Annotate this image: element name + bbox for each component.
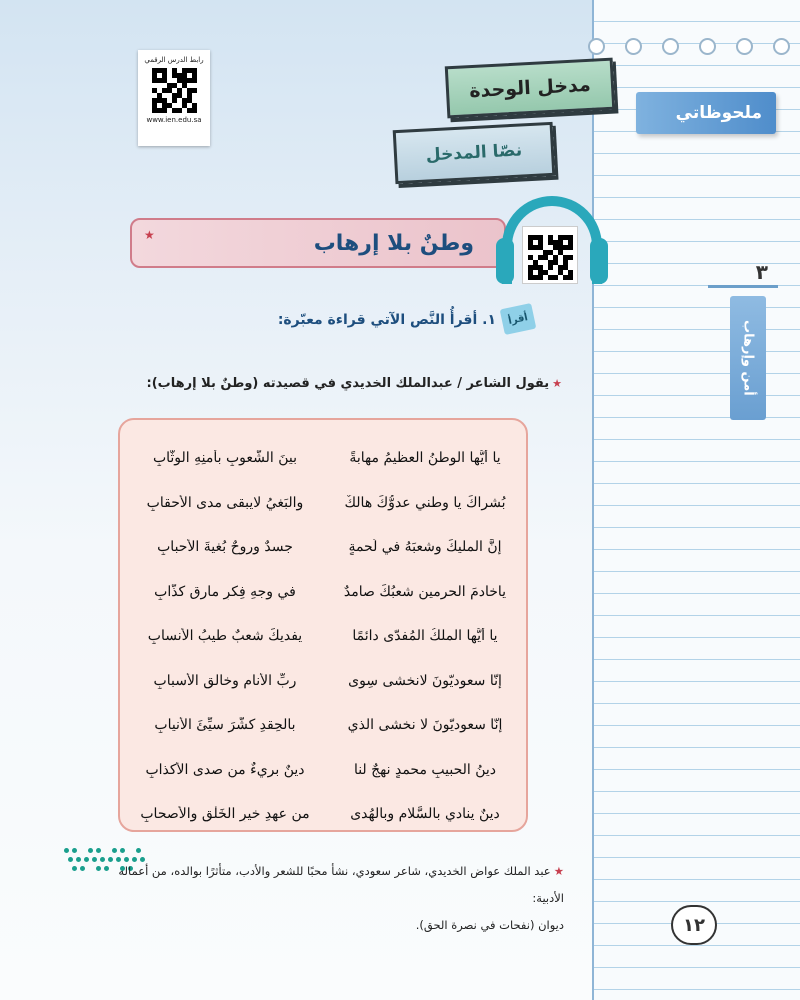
- qr-code-icon[interactable]: [152, 68, 197, 113]
- poem-verse: [132, 750, 518, 790]
- verse-first-hemistich: بُشراكَ يا وطني عدوُّكَ هالكٌ: [344, 494, 506, 511]
- notes-tab: ملحوظاتي: [636, 92, 776, 134]
- audio-qr-code[interactable]: [522, 226, 578, 284]
- verse-second-hemistich: بالحِقدِ كشَّرَ سيِّئَ الأنيابِ: [154, 717, 296, 733]
- verse-second-hemistich: جسدٌ وروحٌ بُغيةَ الأحبابِ: [157, 539, 293, 555]
- verse-first-hemistich: إنَّ المليكَ وشعبَهُ في لُحمةٍ: [348, 539, 502, 555]
- verse-first-hemistich: ياخادمَ الحرمينِ شعبُكَ صامدٌ: [343, 583, 507, 600]
- poem-verse: [132, 616, 518, 656]
- audio-headphones[interactable]: [496, 196, 608, 296]
- star-icon: ★: [553, 864, 564, 878]
- qr-code-icon[interactable]: [528, 235, 573, 280]
- poem-intro-text: يقول الشاعر / عبدالملك الخديدي في قصيدته (وطنٌ بلا إرهاب):: [146, 376, 550, 391]
- verse-second-hemistich: والبَغيُ لايبقى مدى الأحقابِ: [146, 494, 304, 511]
- binder-holes: [588, 38, 790, 55]
- read-book-icon: أقرأ: [500, 303, 537, 335]
- verse-second-hemistich: ربِّ الأنامِ وخالقِ الأسبابِ: [153, 672, 297, 689]
- headphone-cup-icon: [590, 238, 608, 284]
- poem-verse: [132, 661, 518, 701]
- headphone-cup-icon: [496, 238, 514, 284]
- verse-second-hemistich: من عهدِ خيرِ الخَلْقِ والأصحابِ: [140, 806, 310, 822]
- footnote-line-1: عبد الملك عواض الخديدي، شاعر سعودي، نشأ محبًا للشعر والأدب، متأثرًا بوالده، من أعماله الأدبية:: [118, 864, 564, 905]
- star-icon: ★: [552, 377, 562, 390]
- verse-first-hemistich: إنّا سعوديّونَ لا نخشى الذي: [347, 717, 503, 733]
- poem-intro: [130, 376, 562, 391]
- verse-first-hemistich: دينٌ ينادي بالسَّلامِ وبالهُدى: [350, 806, 500, 822]
- verse-second-hemistich: في وجهِ فِكرٍ مارقٍ كذّابِ: [154, 583, 296, 600]
- binder-hole-icon: [699, 38, 716, 55]
- qr-url[interactable]: www.ien.edu.sa: [146, 116, 202, 124]
- footnote-line-2: ديوان (نفحات في نصرة الحق).: [415, 918, 564, 932]
- entry-text-tab: نصّا المدخل: [393, 122, 556, 184]
- unit-side-label: أمن وإرهاب: [740, 320, 756, 396]
- unit-entry-tab: مدخل الوحدة: [445, 58, 615, 119]
- reading-instruction: ١. أقرأُ النَّص الآتي قراءة معبّرة:: [277, 312, 496, 328]
- verse-first-hemistich: يا أيُّها الملكُ المُفدّى دائمًا: [352, 628, 498, 644]
- poem-box: [118, 418, 528, 832]
- page-number: ١٢: [671, 905, 717, 945]
- binder-hole-icon: [588, 38, 605, 55]
- poet-footnote: [114, 858, 564, 939]
- unit-side-strip: [730, 296, 766, 420]
- poem-verse: [132, 705, 518, 745]
- poem-verse: [132, 794, 518, 834]
- verse-first-hemistich: يا أيُّها الوطنُ العظيمُ مهابةً: [349, 450, 501, 466]
- poem-title: وطنٌ بلا إرهاب: [130, 218, 506, 268]
- chapter-number: ٣: [708, 258, 778, 288]
- verse-first-hemistich: دينُ الحبيبِ محمدٍ نهجٌ لنا: [353, 761, 497, 778]
- verse-second-hemistich: بينَ الشُّعوبِ بأمنِهِ الوثّابِ: [152, 450, 298, 466]
- poem-verse: [132, 438, 518, 478]
- verse-second-hemistich: دينٌ بريءٌ من صدى الأكذابِ: [145, 761, 305, 778]
- binder-hole-icon: [736, 38, 753, 55]
- digital-lesson-qr-card[interactable]: [138, 50, 210, 146]
- poem-verse: [132, 527, 518, 567]
- qr-caption: رابط الدرس الرقمي: [144, 56, 204, 64]
- verse-second-hemistich: يفديكَ شعبٌ طيبُ الأنسابِ: [147, 628, 303, 644]
- verse-first-hemistich: إنّا سعوديّونَ لانخشى سِوى: [348, 672, 502, 689]
- poem-verse: [132, 483, 518, 523]
- star-icon: ★: [144, 228, 155, 242]
- binder-hole-icon: [662, 38, 679, 55]
- poem-verse: [132, 572, 518, 612]
- binder-hole-icon: [625, 38, 642, 55]
- binder-hole-icon: [773, 38, 790, 55]
- notes-panel: [592, 0, 800, 1000]
